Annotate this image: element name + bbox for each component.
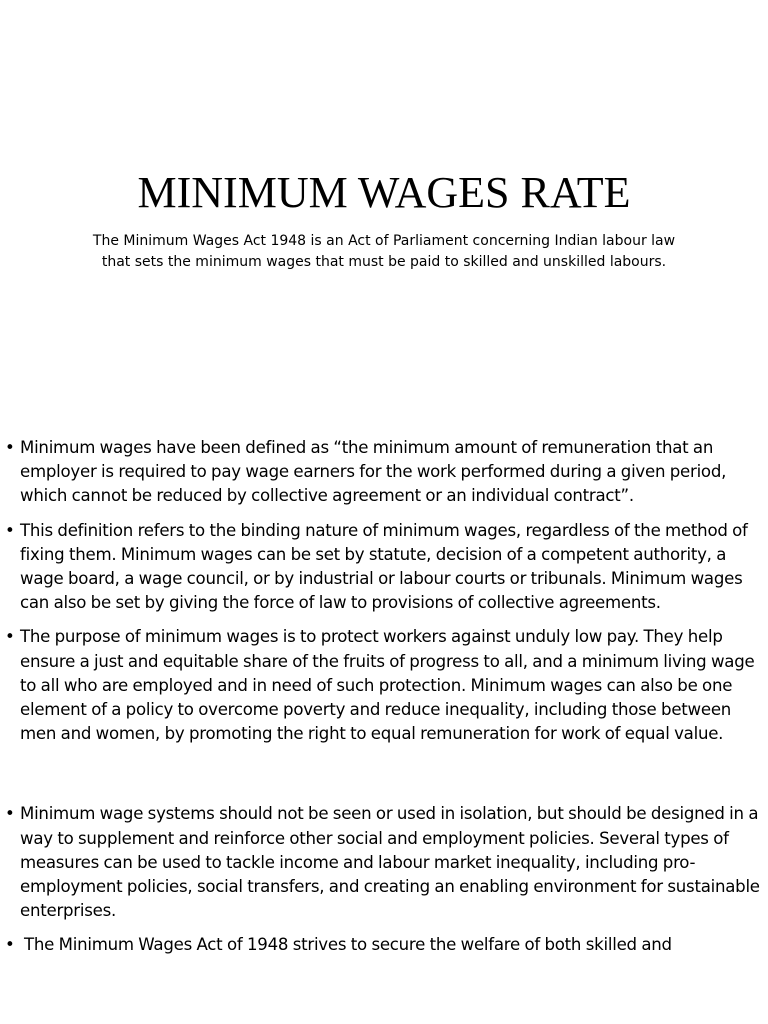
- slide-subtitle: The Minimum Wages Act 1948 is an Act of Parliament concerning Indian labour law that sets the minimum wages that must be paid to skilled and unskilled labours.: [92, 233, 676, 270]
- bullet-list: [0, 436, 768, 958]
- bullet-dot: •: [5, 935, 15, 955]
- bullet-dot: •: [5, 627, 15, 647]
- bullet-text: The Minimum Wages Act of 1948 strives to secure the welfare of both skilled and: [24, 935, 672, 955]
- bullet-dot: •: [5, 438, 15, 457]
- bullet-text: Minimum wages have been defined as “the minimum amount of remuneration that an employer is required to pay wage earners for the work performed during a given period, which cannot be reduced by collective agreement or an individual contract”.: [20, 438, 727, 506]
- bullet-item-binding-nature: [0, 519, 768, 616]
- bullet-text: Minimum wage systems should not be seen or used in isolation, but should be designed in a way to supplement and reinforce other social and employment policies. Several types of measures can be used to tackle income and labour market inequality, including pro-employment policies, social transfers, and creating an enabling environment for sustainable enterprises.: [20, 804, 760, 921]
- bullet-item-act-1948: [0, 933, 768, 957]
- bullet-dot: •: [5, 804, 15, 824]
- bullet-item-systems: [0, 802, 768, 923]
- slide-title: MINIMUM WAGES RATE: [137, 168, 631, 217]
- bullet-item-definition: [0, 436, 768, 509]
- bullet-dot: •: [5, 520, 15, 540]
- bullet-item-purpose: [0, 625, 768, 746]
- bullet-text: The purpose of minimum wages is to protect workers against unduly low pay. They help ensure a just and equitable share of the fruits of progress to all, and a minimum living wage to all who are employed and in need of such protection. Minimum wages can also be one element of a policy to overcome poverty and reduce inequality, including those between men and women, by promoting the right to equal remuneration for work of equal value.: [20, 627, 755, 744]
- bullet-text: This definition refers to the binding nature of minimum wages, regardless of the method of fixing them. Minimum wages can be set by statute, decision of a competent authority, a wage board, a wage council, or by industrial or labour courts or tribunals. Minimum wages can also be set by giving the force of law to provisions of collective agreements.: [20, 520, 748, 613]
